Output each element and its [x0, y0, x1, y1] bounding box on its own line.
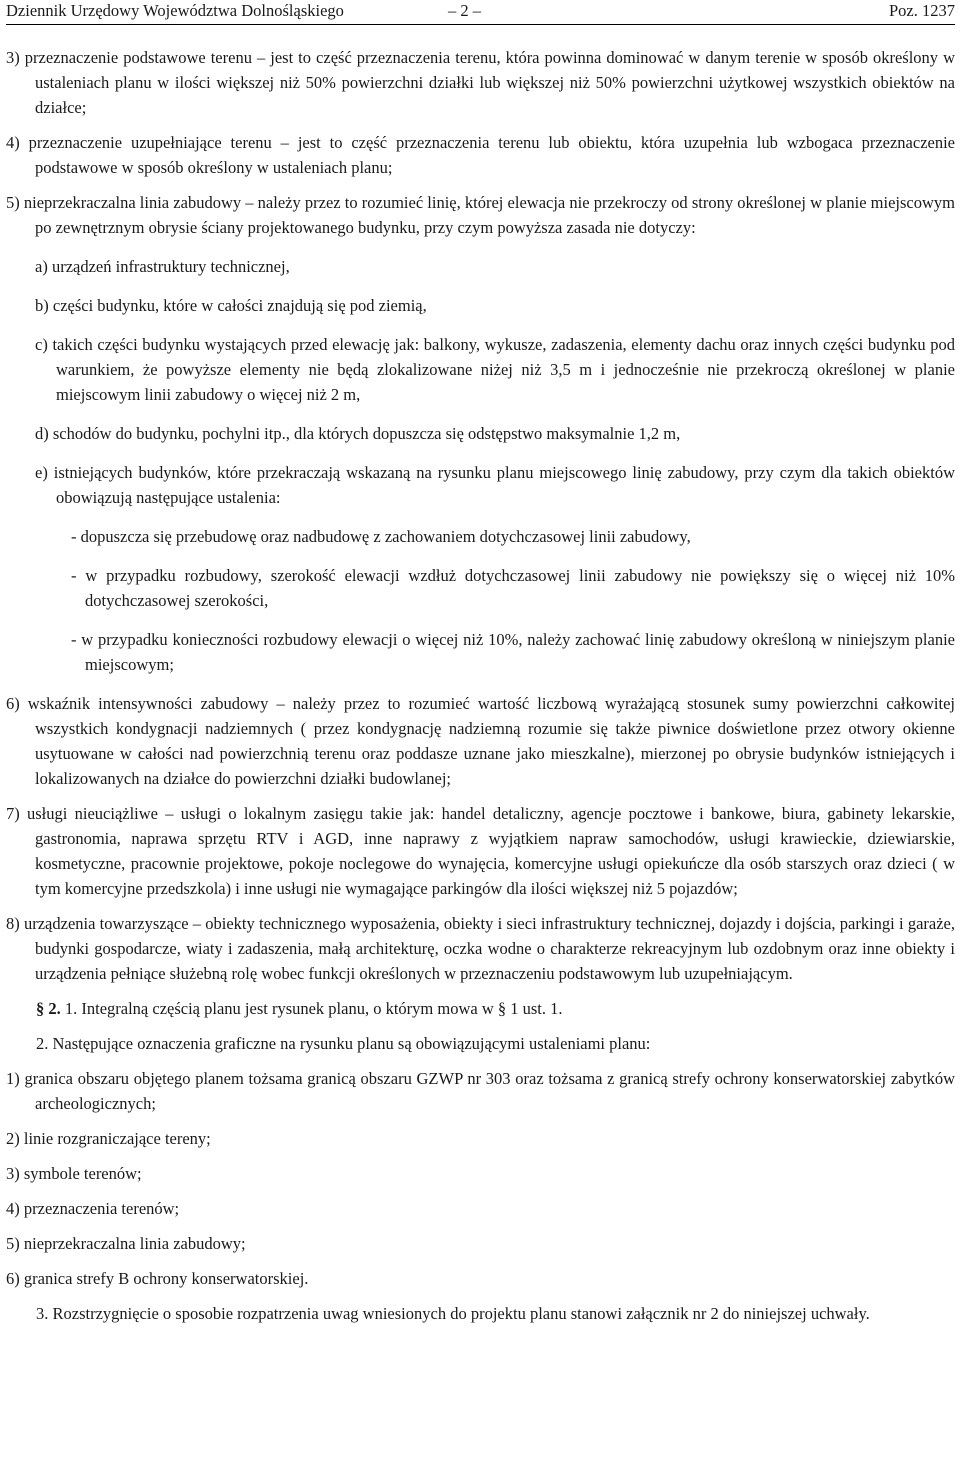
marking-item-5: 5) nieprzekraczalna linia zabudowy;: [6, 1234, 246, 1253]
marking-item-2: 2) linie rozgraniczające tereny;: [6, 1129, 211, 1148]
exception-item-e: e) istniejących budynków, które przekraczają wskazaną na rysunku planu miejscowego linię zabudowy, przy czym dla takich obiektów obowiązują następujące ustalenia:: [35, 463, 955, 507]
page-number: – 2 –: [448, 1, 481, 20]
definition-item-7: 7) usługi nieuciążliwe – usługi o lokalnym zasięgu takie jak: handel detaliczny, agencje pocztowe i bankowe, biura, gabinety lekarskie, gastronomia, naprawa sprzętu RTV i AGD, inne naprawy z wyjątkiem napraw samochodów, usługi krawieckie, dziewiarskie, kosmetyczne, pracownie projektowe, pokoje noclegowe do wynajęcia, komercyjne usługi opiekuńcze dla osób starszych oraz dzieci ( w tym komercyjne przedszkola) i inne usługi nie wymagające parkingów dla ilości większej niż 5 pojazdów;: [6, 804, 955, 898]
journal-title: Dziennik Urzędowy Województwa Dolnośląskiego: [6, 1, 344, 20]
marking-item-6: 6) granica strefy B ochrony konserwatorskiej.: [6, 1269, 309, 1288]
page-header: [6, 0, 955, 25]
document-body: [6, 25, 955, 1326]
section-2-paragraph-1: [6, 996, 955, 1021]
section-2-number: § 2.: [36, 999, 61, 1018]
exception-e-dash-1: - dopuszcza się przebudowę oraz nadbudowę z zachowaniem dotychczasowej linii zabudowy,: [71, 527, 691, 546]
exception-e-dash-2: - w przypadku rozbudowy, szerokość elewacji wzdłuż dotychczasowej linii zabudowy nie powiększy się o więcej niż 10% dotychczasowej szerokości,: [71, 566, 955, 610]
section-2-paragraph-3: 3. Rozstrzygnięcie o sposobie rozpatrzenia uwag wniesionych do projektu planu stanowi załącznik nr 2 do niniejszej uchwały.: [36, 1304, 870, 1323]
definition-item-8: 8) urządzenia towarzyszące – obiekty technicznego wyposażenia, obiekty i sieci infrastruktury technicznej, dojazdy i dojścia, parkingi i garaże, budynki gospodarcze, wiaty i zadaszenia, małą architekturę, oczka wodne o charakterze rekreacyjnym lub ozdobnym oraz inne obiekty i urządzenia pełniące służebną rolę wobec funkcji określonych w przeznaczeniu podstawowym lub uzupełniającym.: [6, 914, 955, 983]
definition-item-6: 6) wskaźnik intensywności zabudowy – należy przez to rozumieć wartość liczbową wyrażającą stosunek sumy powierzchni całkowitej wszystkich kondygnacji nadziemnych ( przez kondygnację nadziemną rozumie się także piwnice doświetlone przez otwory okienne usytuowane w całości nad powierzchnią terenu oraz poddasze uznane jako mieszkalne), mierzonej po obrysie budynków istniejących i lokalizowanych na działce do powierzchni działki budowlanej;: [6, 694, 955, 788]
marking-item-1: 1) granica obszaru objętego planem tożsama granicą obszaru GZWP nr 303 oraz tożsama z granicą strefy ochrony konserwatorskiej zabytków archeologicznych;: [6, 1069, 955, 1113]
section-2-paragraph-2: 2. Następujące oznaczenia graficzne na rysunku planu są obowiązującymi ustaleniami planu:: [36, 1034, 651, 1053]
marking-item-3: 3) symbole terenów;: [6, 1164, 142, 1183]
exception-item-b: b) części budynku, które w całości znajdują się pod ziemią,: [35, 296, 427, 315]
exception-item-c: c) takich części budynku wystających przed elewację jak: balkony, wykusze, zadaszenia, elementy dachu oraz innych części budynku pod warunkiem, że powyższe elementy nie będą zlokalizowane niżej niż 3,5 m i jednocześnie nie przekroczą określonej w planie miejscowym linii zabudowy o więcej niż 2 m,: [35, 335, 955, 404]
section-2-p1-text: 1. Integralną częścią planu jest rysunek planu, o którym mowa w § 1 ust. 1.: [60, 999, 563, 1018]
marking-item-4: 4) przeznaczenia terenów;: [6, 1199, 180, 1218]
exception-item-d: d) schodów do budynku, pochylni itp., dla których dopuszcza się odstępstwo maksymalnie 1,2 m,: [35, 424, 681, 443]
definition-item-4: 4) przeznaczenie uzupełniające terenu – jest to część przeznaczenia terenu lub obiektu, która uzupełnia lub wzbogaca przeznaczenie podstawowe w sposób określony w ustaleniach planu;: [6, 133, 955, 177]
exception-item-a: a) urządzeń infrastruktury technicznej,: [35, 257, 290, 276]
definition-item-5: 5) nieprzekraczalna linia zabudowy – należy przez to rozumieć linię, której elewacja nie przekroczy od strony określonej w planie miejscowym po zewnętrznym obrysie ściany projektowanego budynku, przy czym powyższa zasada nie dotyczy:: [6, 193, 955, 237]
position-number: Poz. 1237: [889, 1, 955, 20]
definition-item-3: 3) przeznaczenie podstawowe terenu – jest to część przeznaczenia terenu, która powinna dominować w danym terenie w sposób określony w ustaleniach planu w ilości większej niż 50% powierzchni działki lub większej niż 50% powierzchni użytkowej wszystkich obiektów na działce;: [6, 48, 955, 117]
exception-e-dash-3: - w przypadku konieczności rozbudowy elewacji o więcej niż 10%, należy zachować linię zabudowy określoną w niniejszym planie miejscowym;: [71, 630, 955, 674]
